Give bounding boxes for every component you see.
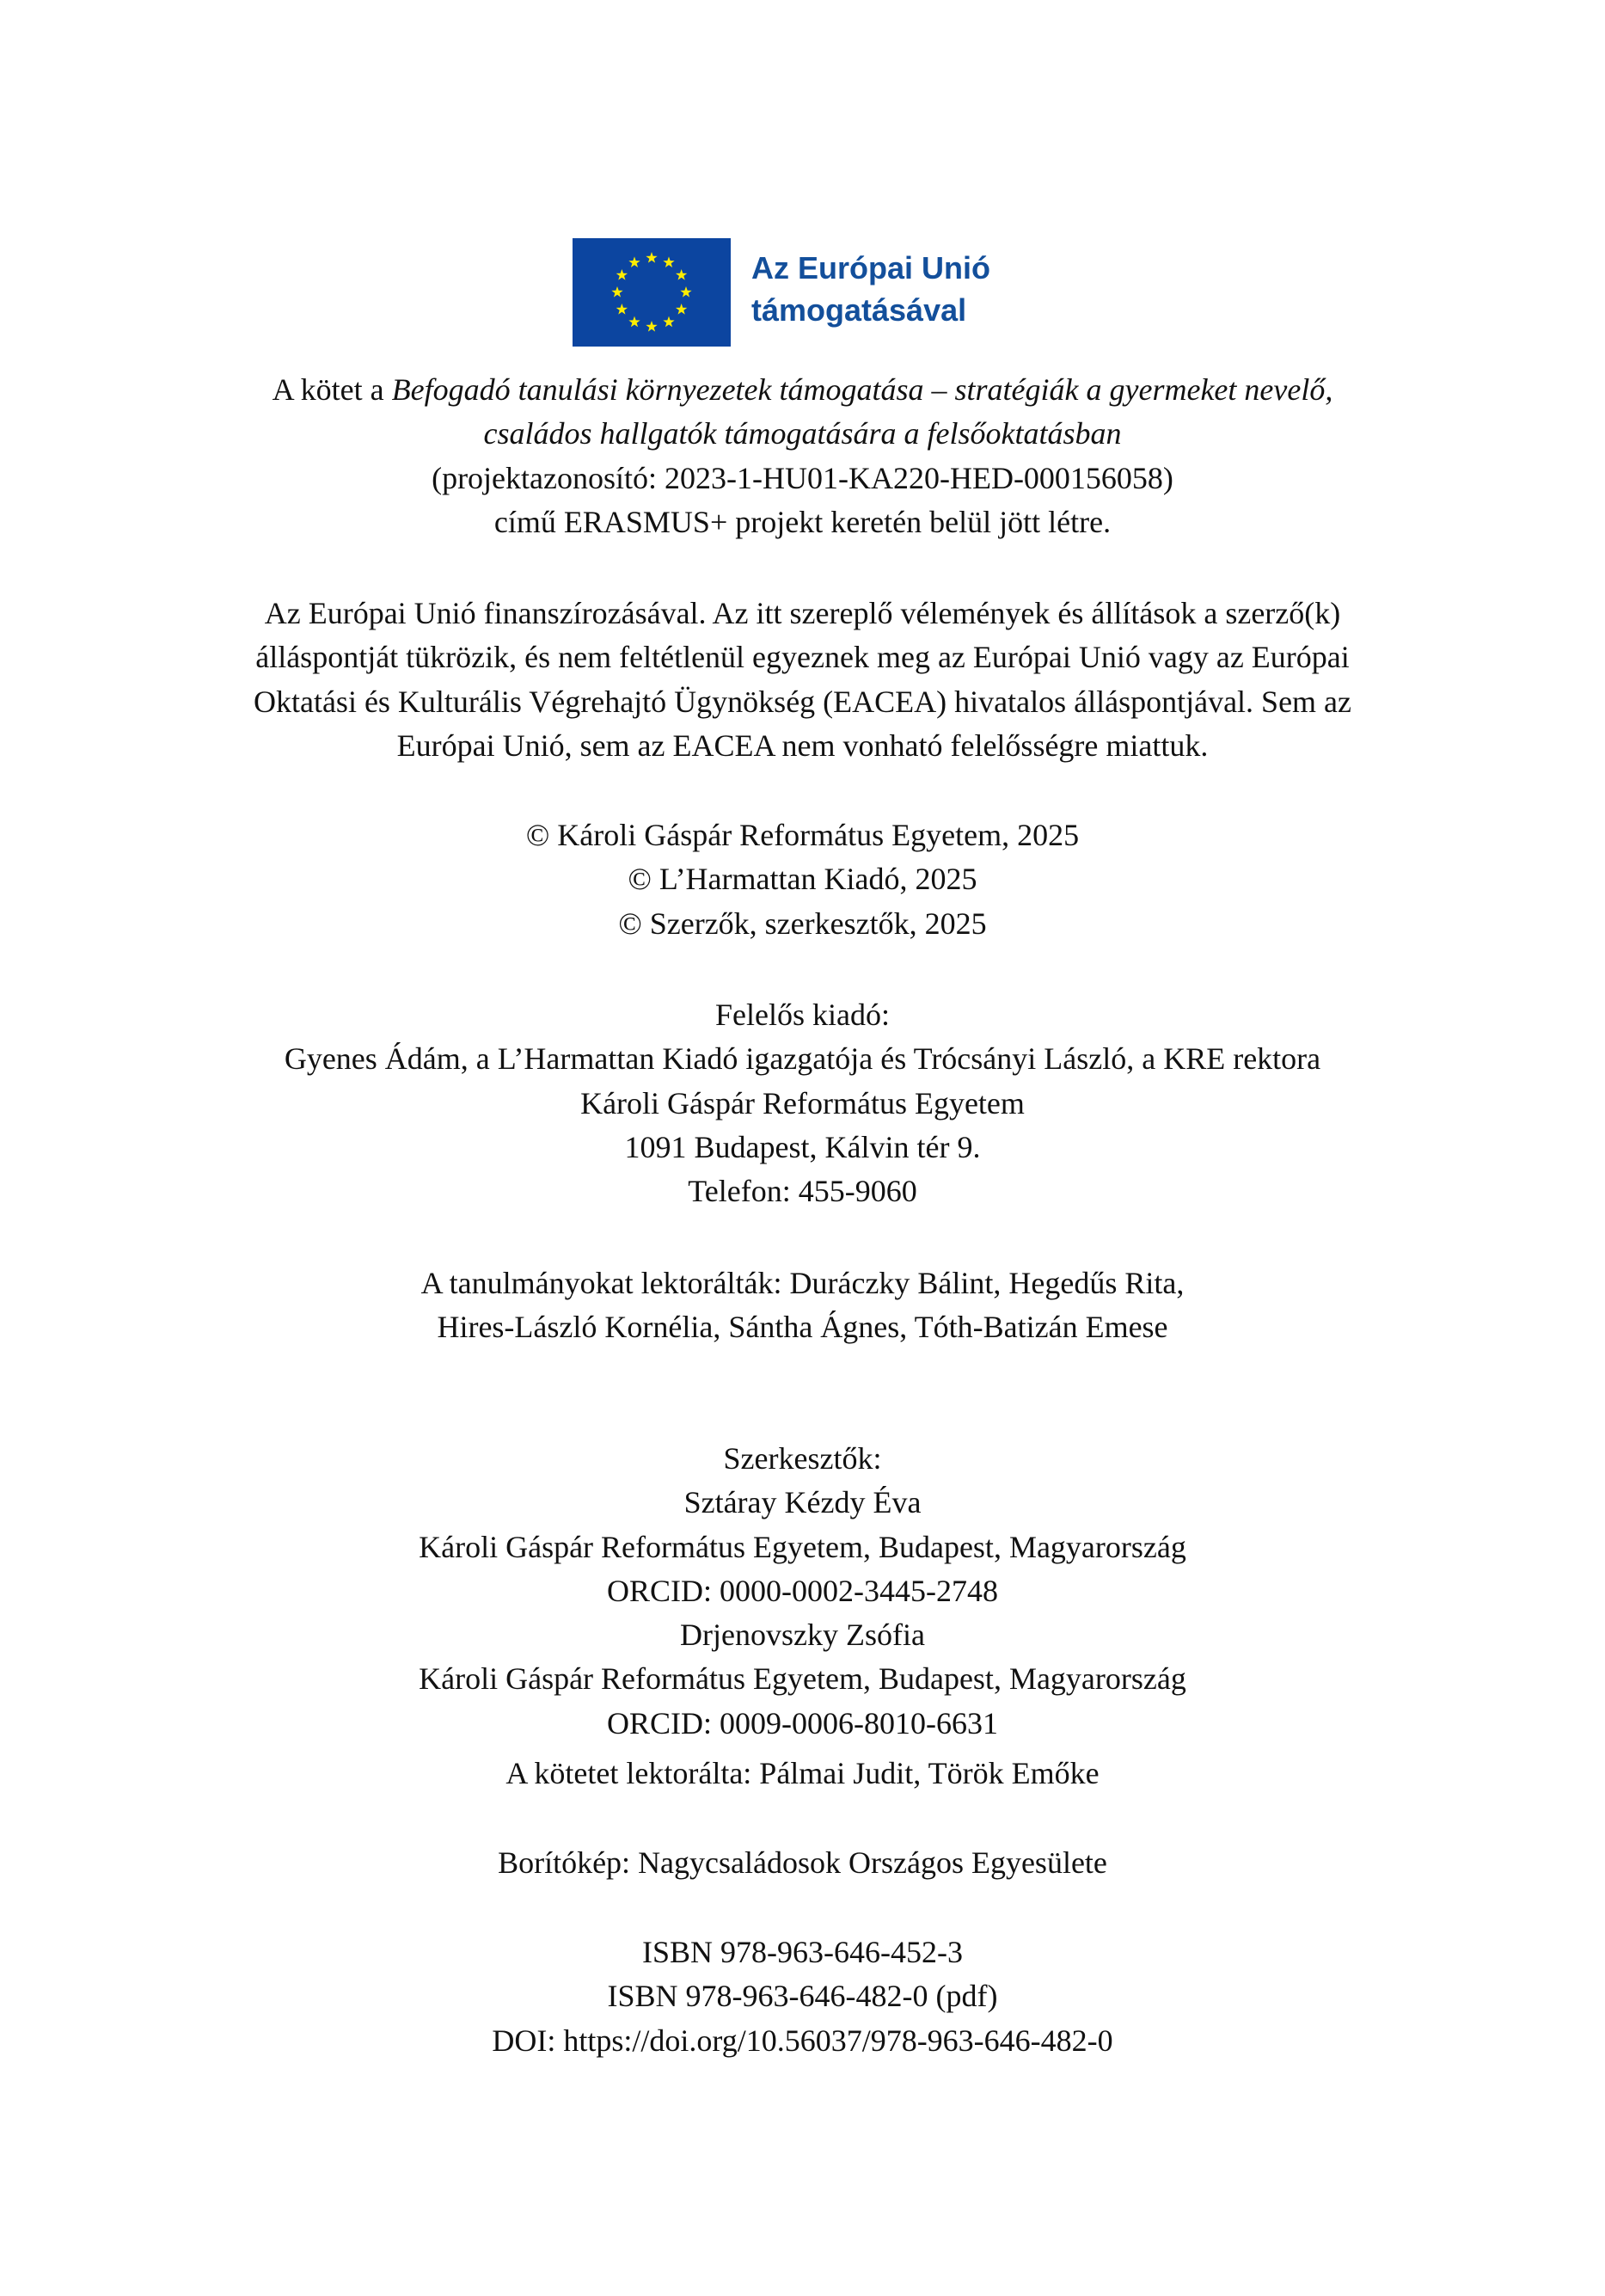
eu-disclaimer — [0, 592, 1605, 768]
eu-star-icon — [676, 269, 687, 280]
copyright-notices — [0, 813, 1605, 946]
copyright-line: © Szerzők, szerkesztők, 2025 — [618, 906, 987, 941]
reviewers-line: Hires-László Kornélia, Sántha Ágnes, Tóth-Batizán Emese — [437, 1310, 1168, 1345]
eu-star-icon — [616, 269, 628, 280]
volume-reviewers — [0, 1752, 1605, 1796]
editor-orcid: ORCID: 0000-0002-3445-2748 — [607, 1573, 998, 1608]
disclaimer-line: Oktatási és Kulturális Végrehajtó Ügynökség (EACEA) hivatalos álláspontjával. Sem az — [253, 684, 1352, 719]
editors-label: Szerkesztők: — [723, 1441, 882, 1476]
editor-orcid: ORCID: 0009-0006-8010-6631 — [607, 1705, 998, 1740]
isbn-pdf: ISBN 978-963-646-482-0 (pdf) — [607, 1979, 998, 2014]
publisher-address: 1091 Budapest, Kálvin tér 9. — [624, 1129, 981, 1164]
volume-review-line: A kötetet lektorálta: Pálmai Judit, Török Emőke — [505, 1756, 1100, 1790]
eu-logo-line-2: támogatásával — [751, 292, 967, 328]
eu-flag-icon — [573, 238, 731, 347]
editor-name: Sztáray Kézdy Éva — [683, 1485, 922, 1520]
study-reviewers — [0, 1262, 1605, 1350]
eu-star-icon — [676, 304, 687, 315]
disclaimer-line: Európai Unió, sem az EACEA nem vonható felelősségre miattuk. — [396, 727, 1209, 763]
intro-line-1 — [0, 368, 1605, 412]
eu-star-icon — [616, 304, 628, 315]
project-intro — [0, 368, 1605, 544]
project-title-part-2: családos hallgatók támogatására a felsőoktatásban — [483, 416, 1122, 451]
editor-affiliation: Károli Gáspár Református Egyetem, Budapest, Magyarország — [419, 1529, 1186, 1564]
eu-star-icon — [680, 286, 691, 298]
cover-image-credit — [0, 1841, 1605, 1885]
editor-name: Drjenovszky Zsófia — [680, 1618, 925, 1653]
publisher-institution: Károli Gáspár Református Egyetem — [580, 1085, 1025, 1120]
copyright-line: © L’Harmattan Kiadó, 2025 — [628, 862, 977, 897]
disclaimer-line: Az Európai Unió finanszírozásával. Az itt szereplő vélemények és állítások a szerző(k) — [264, 596, 1341, 630]
doi-link[interactable]: DOI: https://doi.org/10.56037/978-963-646-482-0 — [492, 2023, 1113, 2058]
intro-suffix: című ERASMUS+ projekt keretén belül jött létre. — [493, 504, 1112, 539]
eu-logo-text — [751, 247, 990, 331]
project-title-part-1: Befogadó tanulási környezetek támogatása – stratégiák a gyermeket nevelő, — [391, 372, 1333, 407]
editors — [0, 1437, 1605, 1746]
publisher-label: Felelős kiadó: — [715, 998, 890, 1032]
responsible-publisher — [0, 993, 1605, 1213]
eu-star-icon — [628, 316, 640, 328]
identifiers — [0, 1931, 1605, 2063]
eu-funding-logo — [573, 238, 1037, 347]
eu-flag-stars — [573, 238, 731, 347]
eu-star-icon — [646, 321, 657, 332]
reviewers-line: A tanulmányokat lektorálták: Duráczky Bálint, Hegedűs Rita, — [420, 1266, 1185, 1300]
disclaimer-line: álláspontját tükrözik, és nem feltétlenül egyeznek meg az Európai Unió vagy az Európai — [255, 640, 1350, 675]
eu-star-icon — [628, 256, 640, 267]
copyright-line: © Károli Gáspár Református Egyetem, 2025 — [525, 818, 1080, 852]
eu-star-icon — [663, 256, 674, 267]
cover-credit-line: Borítókép: Nagycsaládosok Országos Egyesülete — [498, 1845, 1107, 1880]
isbn-print: ISBN 978-963-646-452-3 — [642, 1935, 963, 1969]
publisher-phone: Telefon: 455-9060 — [688, 1174, 917, 1209]
intro-prefix: A kötet a — [272, 372, 392, 407]
eu-star-icon — [611, 286, 622, 298]
eu-logo-line-1: Az Európai Unió — [751, 250, 990, 285]
publisher-names: Gyenes Ádám, a L’Harmattan Kiadó igazgatója és Trócsányi László, a KRE rektora — [284, 1041, 1321, 1077]
project-id: (projektazonosító: 2023-1-HU01-KA220-HED-000156058) — [432, 460, 1173, 495]
editor-affiliation: Károli Gáspár Református Egyetem, Budapest, Magyarország — [419, 1661, 1186, 1697]
eu-star-icon — [663, 316, 674, 328]
eu-star-icon — [646, 252, 657, 263]
